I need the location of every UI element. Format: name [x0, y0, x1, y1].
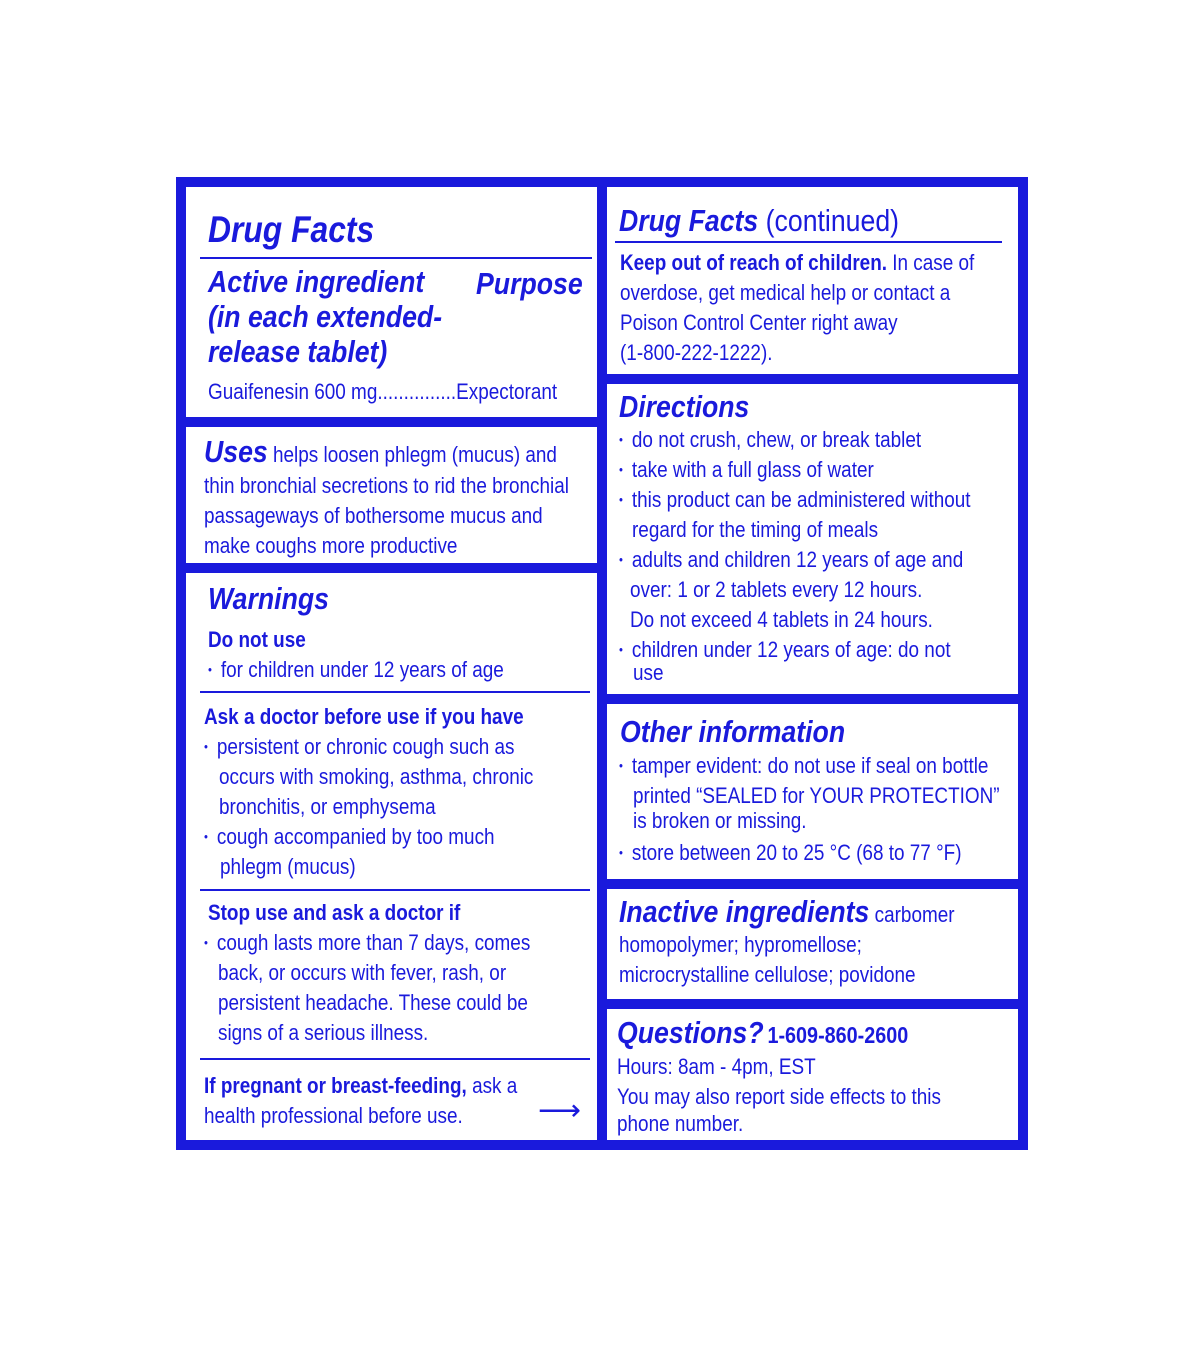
list-item: • persistent or chronic cough such as — [204, 732, 515, 762]
list-item: • children under 12 years of age: do not — [619, 635, 951, 665]
active-ingredient-subheading-2: release tablet) — [208, 334, 388, 369]
list-item-continued: persistent headache. These could be — [218, 990, 528, 1015]
keep-out-panel — [607, 187, 1018, 374]
list-item-continued: regard for the timing of meals — [632, 517, 879, 542]
list-item-continued: use — [633, 660, 664, 685]
drug-facts-label — [176, 177, 1028, 1150]
list-item: • take with a full glass of water — [619, 455, 874, 485]
uses-text-line: passageways of bothersome mucus and — [204, 503, 543, 528]
other-information-panel — [607, 704, 1018, 879]
inactive-ingredients-line: homopolymer; hypromellose; — [619, 932, 862, 957]
inactive-ingredients-heading: Inactive ingredients — [619, 894, 870, 929]
active-ingredient-heading: Active ingredient — [208, 264, 425, 299]
questions-phone: 1-609-860-2600 — [767, 1022, 909, 1048]
questions-line: Hours: 8am - 4pm, EST — [617, 1054, 816, 1079]
list-item-continued: printed “SEALED for YOUR PROTECTION” — [633, 783, 1000, 808]
uses-first-line — [204, 434, 557, 470]
list-item: • adults and children 12 years of age and — [619, 545, 963, 575]
continued-title-bold: Drug Facts — [619, 203, 759, 238]
keep-out-rest: In case of — [887, 250, 975, 275]
list-item: • do not crush, chew, or break tablet — [619, 425, 921, 455]
list-item: • for children under 12 years of age — [208, 655, 504, 685]
directions-heading: Directions — [619, 389, 750, 424]
keep-out-line: overdose, get medical help or contact a — [620, 280, 951, 305]
list-item-continued: occurs with smoking, asthma, chronic — [219, 764, 534, 789]
list-item: • tamper evident: do not use if seal on bottle — [619, 751, 988, 781]
uses-text-line: thin bronchial secretions to rid the bronchial — [204, 473, 569, 498]
warnings-heading: Warnings — [208, 581, 329, 616]
list-item-continued: phlegm (mucus) — [220, 854, 356, 879]
uses-panel — [186, 427, 597, 563]
pregnant-warning-bold: If pregnant or breast-feeding, — [204, 1073, 467, 1098]
drug-facts-title: Drug Facts — [208, 209, 375, 250]
inactive-ingredients-first-line — [619, 894, 955, 930]
list-item: • store between 20 to 25 °C (68 to 77 °F) — [619, 838, 961, 868]
list-item-continued: over: 1 or 2 tablets every 12 hours. — [630, 577, 923, 602]
continued-title — [619, 203, 899, 239]
stop-use-heading: Stop use and ask a doctor if — [208, 900, 461, 925]
list-item-continued: is broken or missing. — [633, 808, 807, 833]
keep-out-text — [620, 248, 974, 278]
list-item: • cough accompanied by too much — [204, 822, 495, 852]
continued-arrow-icon: ⟶ — [538, 1094, 582, 1127]
pregnant-warning-line: health professional before use. — [204, 1103, 463, 1128]
ask-doctor-heading: Ask a doctor before use if you have — [204, 704, 524, 729]
warnings-panel — [186, 573, 597, 1140]
section-divider — [200, 691, 590, 693]
keep-out-bold: Keep out of reach of children. — [620, 250, 888, 275]
questions-heading: Questions? — [617, 1015, 764, 1050]
other-information-heading: Other information — [620, 714, 846, 749]
list-item: • cough lasts more than 7 days, comes — [204, 928, 530, 958]
section-divider — [200, 889, 590, 891]
list-item-continued: back, or occurs with fever, rash, or — [218, 960, 507, 985]
keep-out-line: Poison Control Center right away — [620, 310, 898, 335]
section-divider — [200, 1058, 590, 1060]
questions-line: You may also report side effects to this — [617, 1084, 941, 1109]
inactive-ingredients-line: microcrystalline cellulose; povidone — [619, 962, 916, 987]
list-item-continued: signs of a serious illness. — [218, 1020, 429, 1045]
pregnant-warning — [204, 1071, 517, 1101]
active-ingredient-subheading: (in each extended- — [208, 299, 443, 334]
list-item-continued: Do not exceed 4 tablets in 24 hours. — [630, 607, 933, 632]
continued-title-suffix: (continued) — [758, 203, 900, 238]
do-not-use-heading: Do not use — [208, 627, 306, 652]
pregnant-warning-text: ask a — [466, 1073, 518, 1098]
uses-heading: Uses — [204, 434, 268, 469]
title-rule — [200, 257, 592, 259]
uses-text-line: make coughs more productive — [204, 533, 458, 558]
uses-text: helps loosen phlegm (mucus) and — [273, 442, 557, 467]
active-ingredient-panel — [186, 187, 597, 417]
directions-panel — [607, 384, 1018, 694]
questions-panel — [607, 1009, 1018, 1140]
list-item-continued: bronchitis, or emphysema — [219, 794, 436, 819]
list-item: • this product can be administered without — [619, 485, 971, 515]
questions-line: phone number. — [617, 1111, 744, 1136]
keep-out-line: (1-800-222-1222). — [620, 340, 773, 365]
inactive-ingredients-panel — [607, 889, 1018, 999]
inactive-ingredients-text: carbomer — [874, 902, 955, 927]
purpose-heading: Purpose — [476, 266, 583, 301]
title-rule — [615, 241, 1002, 243]
ingredient-purpose-line: Guaifenesin 600 mg...............Expectorant — [208, 379, 558, 404]
